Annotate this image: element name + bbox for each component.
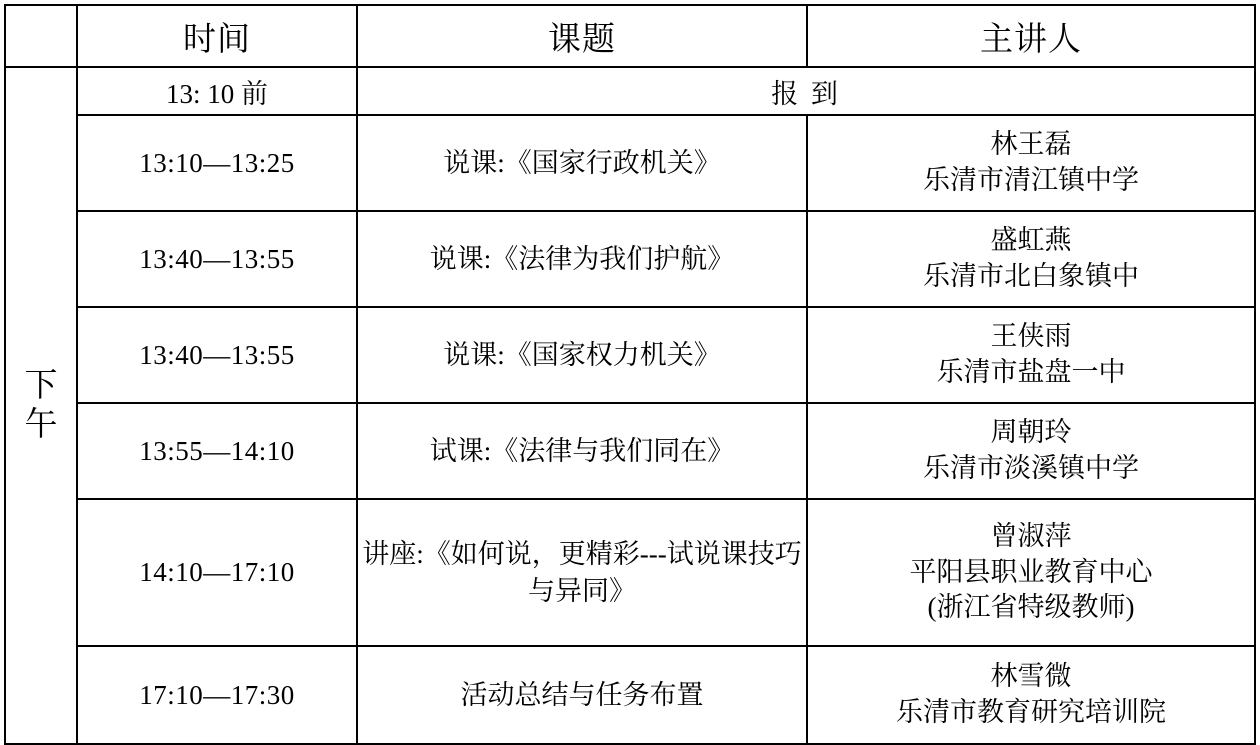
row-topic: 说课:《法律为我们护航》 bbox=[357, 211, 807, 307]
speaker-org: 乐清市北白象镇中 bbox=[923, 261, 1139, 291]
row-speaker bbox=[807, 211, 1255, 307]
speaker-org: 乐清市教育研究培训院 bbox=[896, 697, 1166, 727]
column-header-topic: 课题 bbox=[357, 5, 807, 67]
row-topic: 活动总结与任务布置 bbox=[357, 646, 807, 744]
table-row bbox=[5, 499, 1255, 646]
row-speaker bbox=[807, 307, 1255, 403]
column-header-blank bbox=[5, 5, 77, 67]
row-speaker bbox=[807, 646, 1255, 744]
speaker-name: 林雪微 bbox=[990, 661, 1072, 692]
speaker-name: 林王磊 bbox=[990, 129, 1072, 160]
schedule-table bbox=[4, 4, 1256, 745]
period-label-afternoon bbox=[5, 67, 77, 744]
row-time: 13:40—13:55 bbox=[77, 211, 357, 307]
speaker-name: 曾淑萍 bbox=[990, 521, 1072, 552]
speaker-name: 盛虹燕 bbox=[990, 225, 1072, 256]
row-topic: 说课:《国家权力机关》 bbox=[357, 307, 807, 403]
speaker-name: 周朝玲 bbox=[990, 417, 1072, 448]
table-row bbox=[5, 403, 1255, 499]
period-char-2: 午 bbox=[24, 406, 58, 443]
row-time: 14:10—17:10 bbox=[77, 499, 357, 646]
table-row bbox=[5, 307, 1255, 403]
row-speaker bbox=[807, 115, 1255, 211]
row-speaker bbox=[807, 499, 1255, 646]
column-header-time: 时间 bbox=[77, 5, 357, 67]
speaker-org: 乐清市清江镇中学 bbox=[923, 165, 1139, 195]
speaker-org: 乐清市淡溪镇中学 bbox=[923, 453, 1139, 483]
table-header-row bbox=[5, 5, 1255, 67]
row-topic: 说课:《国家行政机关》 bbox=[357, 115, 807, 211]
row-time: 13:10—13:25 bbox=[77, 115, 357, 211]
table-row bbox=[5, 67, 1255, 115]
registration-time: 13: 10 前 bbox=[77, 67, 357, 115]
speaker-note: (浙江省特级教师) bbox=[927, 592, 1135, 623]
table-row bbox=[5, 211, 1255, 307]
row-topic: 试课:《法律与我们同在》 bbox=[357, 403, 807, 499]
row-topic: 讲座:《如何说，更精彩---试说课技巧与异同》 bbox=[357, 499, 807, 646]
speaker-name: 王侠雨 bbox=[990, 321, 1072, 352]
table-row bbox=[5, 646, 1255, 744]
row-speaker bbox=[807, 403, 1255, 499]
registration-topic: 报 到 bbox=[357, 67, 1255, 115]
speaker-org: 乐清市盐盘一中 bbox=[936, 357, 1126, 387]
period-char-1: 下 bbox=[24, 367, 58, 404]
row-time: 13:40—13:55 bbox=[77, 307, 357, 403]
speaker-org: 平阳县职业教育中心 bbox=[909, 556, 1153, 587]
row-time: 17:10—17:30 bbox=[77, 646, 357, 744]
table-row bbox=[5, 115, 1255, 211]
row-time: 13:55—14:10 bbox=[77, 403, 357, 499]
column-header-speaker: 主讲人 bbox=[807, 5, 1255, 67]
